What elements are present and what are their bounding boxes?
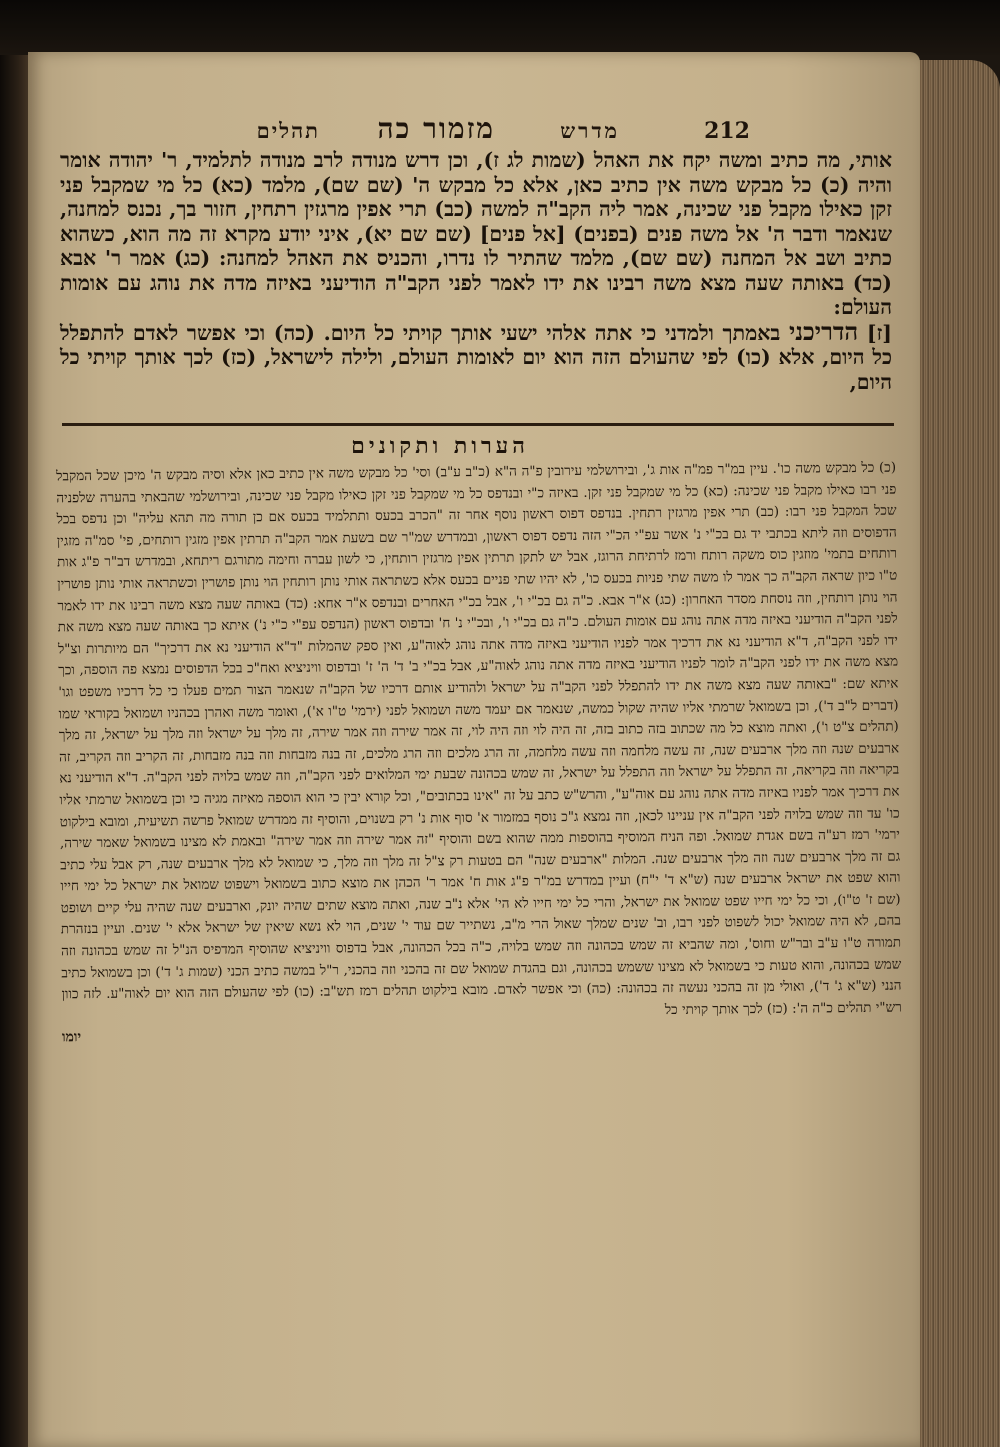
notes-heading: הערות ותקונים <box>351 433 529 459</box>
notes-block <box>56 458 906 1397</box>
catchword: יומו <box>61 1029 82 1046</box>
verse-head-word: הדריכני <box>788 316 859 346</box>
header-psalm: מזמור כה <box>377 112 495 145</box>
notes-text: (כ) כל מבקש משה כו'. עיין במ"ר פמ"ה אות ג', ובירושלמי עירובין פ"ה ה"א (כ"ב ע"ב) וסי' כל מבקש משה אין כתיב כאן אלא וסיה מבקש ה' מיכן שכל המקבל פני רבו כאילו מקבל פני שכינה: (כא) כל מי שמקבל פני זקן. באיזה כ"י ובנדפס כל מי שמקבל פני זקן כאילו מקבל פני שכינה, ובירושלמי שהבאתי בהערה שלפניה שכל המקבל פני רבו: (כב) תרי אפין מרגזין רתחין. בנדפס דפוס ראשון נוסף אחר זה "הכרב בכעס ותתלמיד בכעס אם כן תורה מה תהא עליה" וכן נדפס בכל הדפוסים וזה ליתא בכתבי יד גם בכ"י נ' אשר עפ"י הכ"י הזה נדפס דפוס ראשון, ובמדרש שמ"ר שם בשעת אמר הקב"ה תרתין אפין מזגין רותחים, פי' סמ"ה מזגין רותחים בתמי' מוזגין כוס משקה רותח ורמז לרתיחת הרוגז, אבל יש לתקן תרתין אפין מרגזין רותחין, כי לשון עברה וחימה מתורגם ריתחא, ובמדרש דב"ר פ"ג אות ט"ו כיון שראה הקב"ה כך אמר לו משה שתי פניות בכעס כו', לא יהיו שתי פניים בכעס אלא כשתראה אותי נותן רותחין הוי נותן פושרין וכשתראה אותי נותן פושרין הוי נותן רותחין, וזה נוסחת מסדר האחרון: (כג) א"ר אבא. כ"ה גם בכ"י ו', אבל בכ"י האחרים ובנדפס א"ר אחא: (כד) באותה שעה מצא משה רבינו את ידו לאמר לפני הקב"ה הודיעני באיזה מדה אתה נוהג עם אומות העולם. כ"ה גם בכ"י ו', ובכ"י נ' ח' ובדפוס ראשון (הנדפס עפ"י כ"י נ') איתא כך באותה שעה מצא משה את ידו לפני הקב"ה, ד"א הודיעני נא את דרכיך אמר לפניו הודיעני באיזה מדה אתה נוהג לאוה"ע, ואין ספק שהמלות "ד"א הודיעני נא את דרכיך" הם מיותרות וצ"ל מצא משה את ידו לפני הקב"ה לומר לפניו הודיעני באיזה מדה אתה נוהג לאוה"ע, אבל בכ"י ב' ד' ה' ז' ובדפוס וויניציא ואח"כ בכל הדפוסים נמצא פה הוספה, וכך איתא שם: "באותה שעה מצא משה את ידו להתפלל לפני הקב"ה על ישראל ולהודיע אותם דרכיו של הקב"ה שנאמר הצור תמים פעלו כי כל דרכיו משפט וגו' (דברים ל"ב ד'), וכן בשמואל שרמתי אליו שהיה שקול כמשה, שנאמר אם יעמד משה ושמואל לפני (ירמי' ט"ו א'), ואומר משה ואהרן בכהניו ושמואל בקוראי שמו (תהלים צ"ט ו'), ואתה מוצא כל מה שכתוב בזה כתוב בזה, זה היה לוי וזה היה לוי, זה אמר שירה וזה אמר שירה, זה מלך על ישראל וזה מלך על ישראל, זה מלך ארבעים שנה וזה מלך ארבעים שנה, זה עשה מלחמה וזה עשה מלחמה, זה הרג מלכים וזה הרג מלכים, זה בנה מזבחות וזה בנה מזבחות, זה הקריב וזה הקריב, זה בקריאה וזה בקריאה, זה התפלל על ישראל וזה התפלל על ישראל, זה שמש בכהונה שבעת ימי המלואים לפני הקב"ה, וזה שמש בלויה לפני הקב"ה. ד"א הודיעני נא את דרכיך אמר לפניו באיזה מדה אתה נוהג עם אוה"ע", והרש"ש כתב על זה "אינו בכתובים", וכל קורא יבין כי הוא הוספה מאיזה מגיה כי וכן בשמואל שרמתי אליו כו' עד וזה שמש בלויה לפני הקב"ה אין עניינו לכאן, וזה נמצא ג"כ נוסף במזמור א' סוף אות נ' רק בשנוים, והוסיף זה ממדרש שמואל פרשה תשיעית, ומובא בילקוט ירמי' רמז רע"ה בשם אגדת שמואל. ופה הניח המוסיף בהוספות ממה שהוא בשם והוסיף "זה אמר שירה וזה אמר שירה" ובאמת לא מצינו בשמואל שאמר שירה, גם זה מלך ארבעים שנה וזה מלך ארבעים שנה. המלות "ארבעים שנה" הם בטעות רק צ"ל זה מלך וזה מלך, כי שמואל לא מלך ארבעים שנה, רק אבל עלי כתיב והוא שפט את ישראל ארבעים שנה (ש"א ד' י"ח) ועיין במדרש במ"ר פ"ג אות ח' אמר ר' הכהן את מוצא כתוב בשמואל וישפוט שמואל את ישראל כל ימי חייו (שם ז' ט"ו), וכי כל ימי חייו שפט שמואל את ישראל, והרי כל ימי חייו לא הי' אלא נ"ב שנה, ואתה מוצא שתים שהיה יונק, וארבעים שנה שהיה עלי קיים ושופט בהם, לא היה שמואל יכול לשפוט לפני רבו, וב' שנים שמלך שאול הרי מ"ב, נשתייר שם עוד י' שנים, הוי לא נשא שיאין של ישראל אלא י' שנים. ועיין בנזהרת תמורה ט"ו ע"ב ובר"ש וחוס', ומה שהביא זה שמש בכהונה וזה שמש בלויה, כ"ה בכל הכהונה, אבל בדפוס וויניציא שהוסיף המדפיס הנ"ל זה שמש בכהונה וזה שמש בכהונה, והוא טעות כי בשמואל לא מצינו ששמש בכהונה, וגם בהגדת שמואל שם זה בהכני וזה בהכני, ר"ל במשה כתיב הכני (שמות ג' ד') וכן בשמואל כתיב הנני (ש"א ג' ד'), ואולי מן זה בהכני נעשה זה בכהונה: (כה) וכי אפשר לאדם. מובא בילקוט תהלים רמז תש"ב: (כו) לפי שהעולם הזה הוא יום לאוה"ע. לזה כוון רש"י תהלים כ"ה ה': (כז) לכך אותך קויתי כל <box>56 459 902 1018</box>
header-work-name: תהלים <box>256 118 320 143</box>
main-paragraph: אותי, מה כתיב ומשה יקח את האהל (שמות לג ז), וכן דרש מנודה לרב מנודה לתלמיד, ר' יהודה אומר והיה (כ) כל מבקש משה אין כתיב כאן, אלא כל מבקש ה' (שם שם), מלמד (כא) כל מי שמקבל פני זקן כאילו מקבל פני שכינה, אמר ליה הקב"ה למשה (כב) תרי אפין מרגזין רתחין, חזור בך, נכנס למחנה, שנאמר ודבר ה' אל משה פנים (בפנים) [אל פנים] (שם שם יא), איני יודע מקרא זה מה הוא, כשהוא כתיב ושב אל המחנה (שם שם), מלמד שהתיר לו נדרו, והכניס את האהל למחנה: (כג) אמר ר' אבא (כד) באותה שעה מצא משה רבינו את ידו לאמר לפני הקב"ה הודיעני באיזה מדה את נוהג עם אומות העולם: <box>60 148 892 319</box>
background-top <box>0 0 1000 55</box>
main-text-block <box>60 148 892 394</box>
verse-marker: [ז] <box>866 320 893 345</box>
verse-text: באמתך ולמדני כי אתה אלהי ישעי אותך קויתי כל היום. (כה) וכי אפשר לאדם להתפלל כל היום, אלא (כו) לפי שהעולם הזה הוא יום לאומות העולם, ולילה לישראל, (כז) לכך אותך קויתי כל היום, <box>60 320 892 394</box>
main-paragraph <box>60 316 893 395</box>
header-book-name: מדרש <box>560 118 620 143</box>
page-number: 212 <box>704 118 750 144</box>
book-binding-left <box>0 0 30 1447</box>
section-divider <box>62 423 894 426</box>
running-header <box>230 112 750 148</box>
